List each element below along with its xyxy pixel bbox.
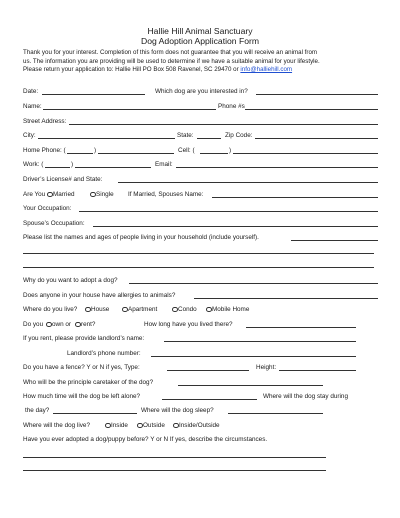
- landlord-name-row: [23, 334, 383, 344]
- adopted-before-line-1[interactable]: [23, 457, 326, 458]
- dog-sleep-label: Where will the dog sleep?: [141, 407, 214, 414]
- dog-interest-line[interactable]: [256, 87, 378, 95]
- city-label: City:: [23, 132, 36, 139]
- home-phone-label: Home Phone: (: [23, 147, 66, 154]
- married-radio[interactable]: [47, 192, 53, 198]
- name-row: [23, 102, 383, 112]
- how-long-label: How long have you lived there?: [144, 321, 233, 328]
- where-live-label: Where do you live?: [23, 306, 78, 313]
- spouse-occupation-line[interactable]: [93, 219, 378, 227]
- household-label: Please list the names and ages of people living in your household (include yourself).: [23, 234, 259, 241]
- mobile-home-radio[interactable]: [206, 307, 212, 313]
- occupation-line[interactable]: [79, 204, 378, 212]
- apartment-radio[interactable]: [122, 307, 128, 313]
- form-title: Dog Adoption Application Form: [141, 36, 259, 46]
- adopted-before-label: Have you ever adopted a dog/puppy before? Y or N If yes, describe the circumstances.: [23, 436, 268, 443]
- name-label: Name:: [23, 103, 42, 110]
- residence-type-row: [23, 305, 383, 315]
- street-row: [23, 117, 383, 127]
- intro-line-3: Please return your application to: Hallie Hill PO Box 508 Ravenel, SC 29470 or info@halliehill.com: [23, 66, 293, 73]
- stay-during-label: Where will the dog stay during: [263, 393, 348, 400]
- landlord-name-label: If you rent, please provide landlord’s name:: [23, 335, 145, 342]
- email-link[interactable]: info@halliehill.com: [240, 66, 293, 73]
- dog-interest-label: Which dog are you interested in?: [155, 88, 248, 95]
- inside-outside-radio[interactable]: [173, 423, 179, 429]
- street-label: Street Address:: [23, 118, 67, 125]
- own-rent-row: [23, 320, 383, 330]
- date-label: Date:: [23, 88, 39, 95]
- intro-line-1: Thank you for your interest. Completion of this form does not guarantee that you will receive an animal from: [23, 49, 318, 56]
- left-alone-line[interactable]: [162, 392, 257, 400]
- the-day-line[interactable]: [53, 406, 137, 414]
- caretaker-label: Who will be the principle caretaker of the dog?: [23, 379, 154, 386]
- work-phone-line[interactable]: [75, 160, 151, 168]
- condo-radio[interactable]: [172, 307, 178, 313]
- household-line[interactable]: [291, 233, 378, 241]
- height-line[interactable]: [279, 363, 356, 371]
- apartment-option[interactable]: Apartment: [122, 305, 157, 315]
- spouse-occupation-label: Spouse’s Occupation:: [23, 220, 85, 227]
- caretaker-line[interactable]: [178, 378, 323, 386]
- cell-paren: ): [229, 147, 232, 154]
- allergies-row: [23, 291, 383, 301]
- condo-option[interactable]: Condo: [172, 305, 197, 315]
- home-paren: ): [94, 147, 97, 154]
- inside-radio[interactable]: [105, 423, 111, 429]
- phone-count-label: Phone #s: [218, 103, 245, 110]
- work-row: [23, 160, 383, 170]
- inside-outside-option[interactable]: Inside/Outside: [173, 421, 220, 431]
- work-label: Work: (: [23, 161, 44, 168]
- own-radio[interactable]: [46, 322, 52, 328]
- cell-label: Cell: (: [178, 147, 195, 154]
- intro-line-2: us. The information you are providing will be used to determine if we have a suitable animal for your lifestyle.: [23, 57, 320, 65]
- occupation-row: [23, 204, 383, 214]
- org-name: Hallie Hill Animal Sanctuary: [147, 26, 253, 36]
- landlord-phone-line[interactable]: [151, 349, 356, 357]
- marital-row: [23, 190, 383, 200]
- landlord-phone-row: [23, 349, 383, 359]
- do-you-label: Do you: [23, 321, 44, 328]
- state-label: State:: [177, 132, 194, 139]
- spouse-name-label: If Married, Spouses Name:: [128, 191, 204, 198]
- zip-line[interactable]: [255, 131, 378, 139]
- fence-label: Do you have a fence? Y or N if yes, Type:: [23, 364, 140, 371]
- household-line-3[interactable]: [23, 267, 374, 268]
- adopted-before-row: [23, 435, 383, 445]
- mobile-home-option[interactable]: Mobile Home: [206, 305, 249, 315]
- household-line-2[interactable]: [23, 253, 374, 254]
- inside-option[interactable]: Inside: [105, 421, 128, 431]
- why-adopt-line[interactable]: [129, 276, 378, 284]
- zip-label: Zip Code:: [225, 132, 253, 139]
- state-line[interactable]: [197, 131, 221, 139]
- left-alone-row: [23, 392, 383, 402]
- household-row: [23, 233, 383, 243]
- city-row: [23, 131, 383, 141]
- allergies-line[interactable]: [194, 291, 378, 299]
- left-alone-label: How much time will the dog be left alone?: [23, 393, 141, 400]
- house-radio[interactable]: [85, 307, 91, 313]
- why-adopt-row: [23, 276, 383, 286]
- dog-sleep-line[interactable]: [228, 406, 323, 414]
- landlord-name-line[interactable]: [164, 334, 356, 342]
- license-row: [23, 175, 383, 185]
- work-paren: ): [71, 161, 74, 168]
- street-line[interactable]: [69, 117, 378, 125]
- outside-radio[interactable]: [137, 423, 143, 429]
- landlord-phone-label: Landlord’s phone number:: [67, 350, 141, 357]
- fence-type-line[interactable]: [167, 363, 249, 371]
- single-radio[interactable]: [90, 192, 96, 198]
- caretaker-row: [23, 378, 383, 388]
- name-line[interactable]: [43, 102, 216, 110]
- married-option[interactable]: Married: [47, 190, 75, 200]
- are-you-label: Are You: [23, 191, 46, 198]
- city-line[interactable]: [38, 131, 175, 139]
- date-row: [23, 87, 383, 97]
- the-day-label: the day?: [25, 407, 50, 414]
- home-phone-row: [23, 146, 383, 156]
- house-option[interactable]: House: [85, 305, 109, 315]
- dog-live-label: Where will the dog live?: [23, 422, 90, 429]
- adopted-before-line-2[interactable]: [23, 470, 326, 471]
- own-option[interactable]: own or: [46, 320, 71, 330]
- single-option[interactable]: Single: [90, 190, 114, 200]
- outside-option[interactable]: Outside: [137, 421, 165, 431]
- allergies-label: Does anyone in your house have allergies to animals?: [23, 292, 176, 299]
- email-label: Email:: [155, 161, 173, 168]
- spouse-occupation-row: [23, 219, 383, 229]
- home-area-line[interactable]: [67, 146, 93, 154]
- home-phone-line[interactable]: [98, 146, 174, 154]
- fence-row: [23, 363, 383, 373]
- day-sleep-row: [23, 406, 383, 416]
- rent-option[interactable]: rent?: [75, 320, 95, 330]
- spouse-name-line[interactable]: [212, 190, 378, 198]
- work-area-line[interactable]: [45, 160, 70, 168]
- rent-radio[interactable]: [75, 322, 81, 328]
- cell-phone-line[interactable]: [233, 146, 378, 154]
- phone-count-line[interactable]: [245, 102, 378, 110]
- date-line[interactable]: [42, 87, 145, 95]
- why-adopt-label: Why do you want to adopt a dog?: [23, 277, 118, 284]
- how-long-line[interactable]: [246, 320, 356, 328]
- email-line[interactable]: [176, 160, 378, 168]
- dog-live-row: [23, 421, 383, 431]
- height-label: Height:: [256, 364, 277, 371]
- cell-area-line[interactable]: [200, 146, 228, 154]
- occupation-label: Your Occupation:: [23, 205, 72, 212]
- license-label: Driver’s License# and State:: [23, 176, 103, 183]
- license-line[interactable]: [118, 175, 378, 183]
